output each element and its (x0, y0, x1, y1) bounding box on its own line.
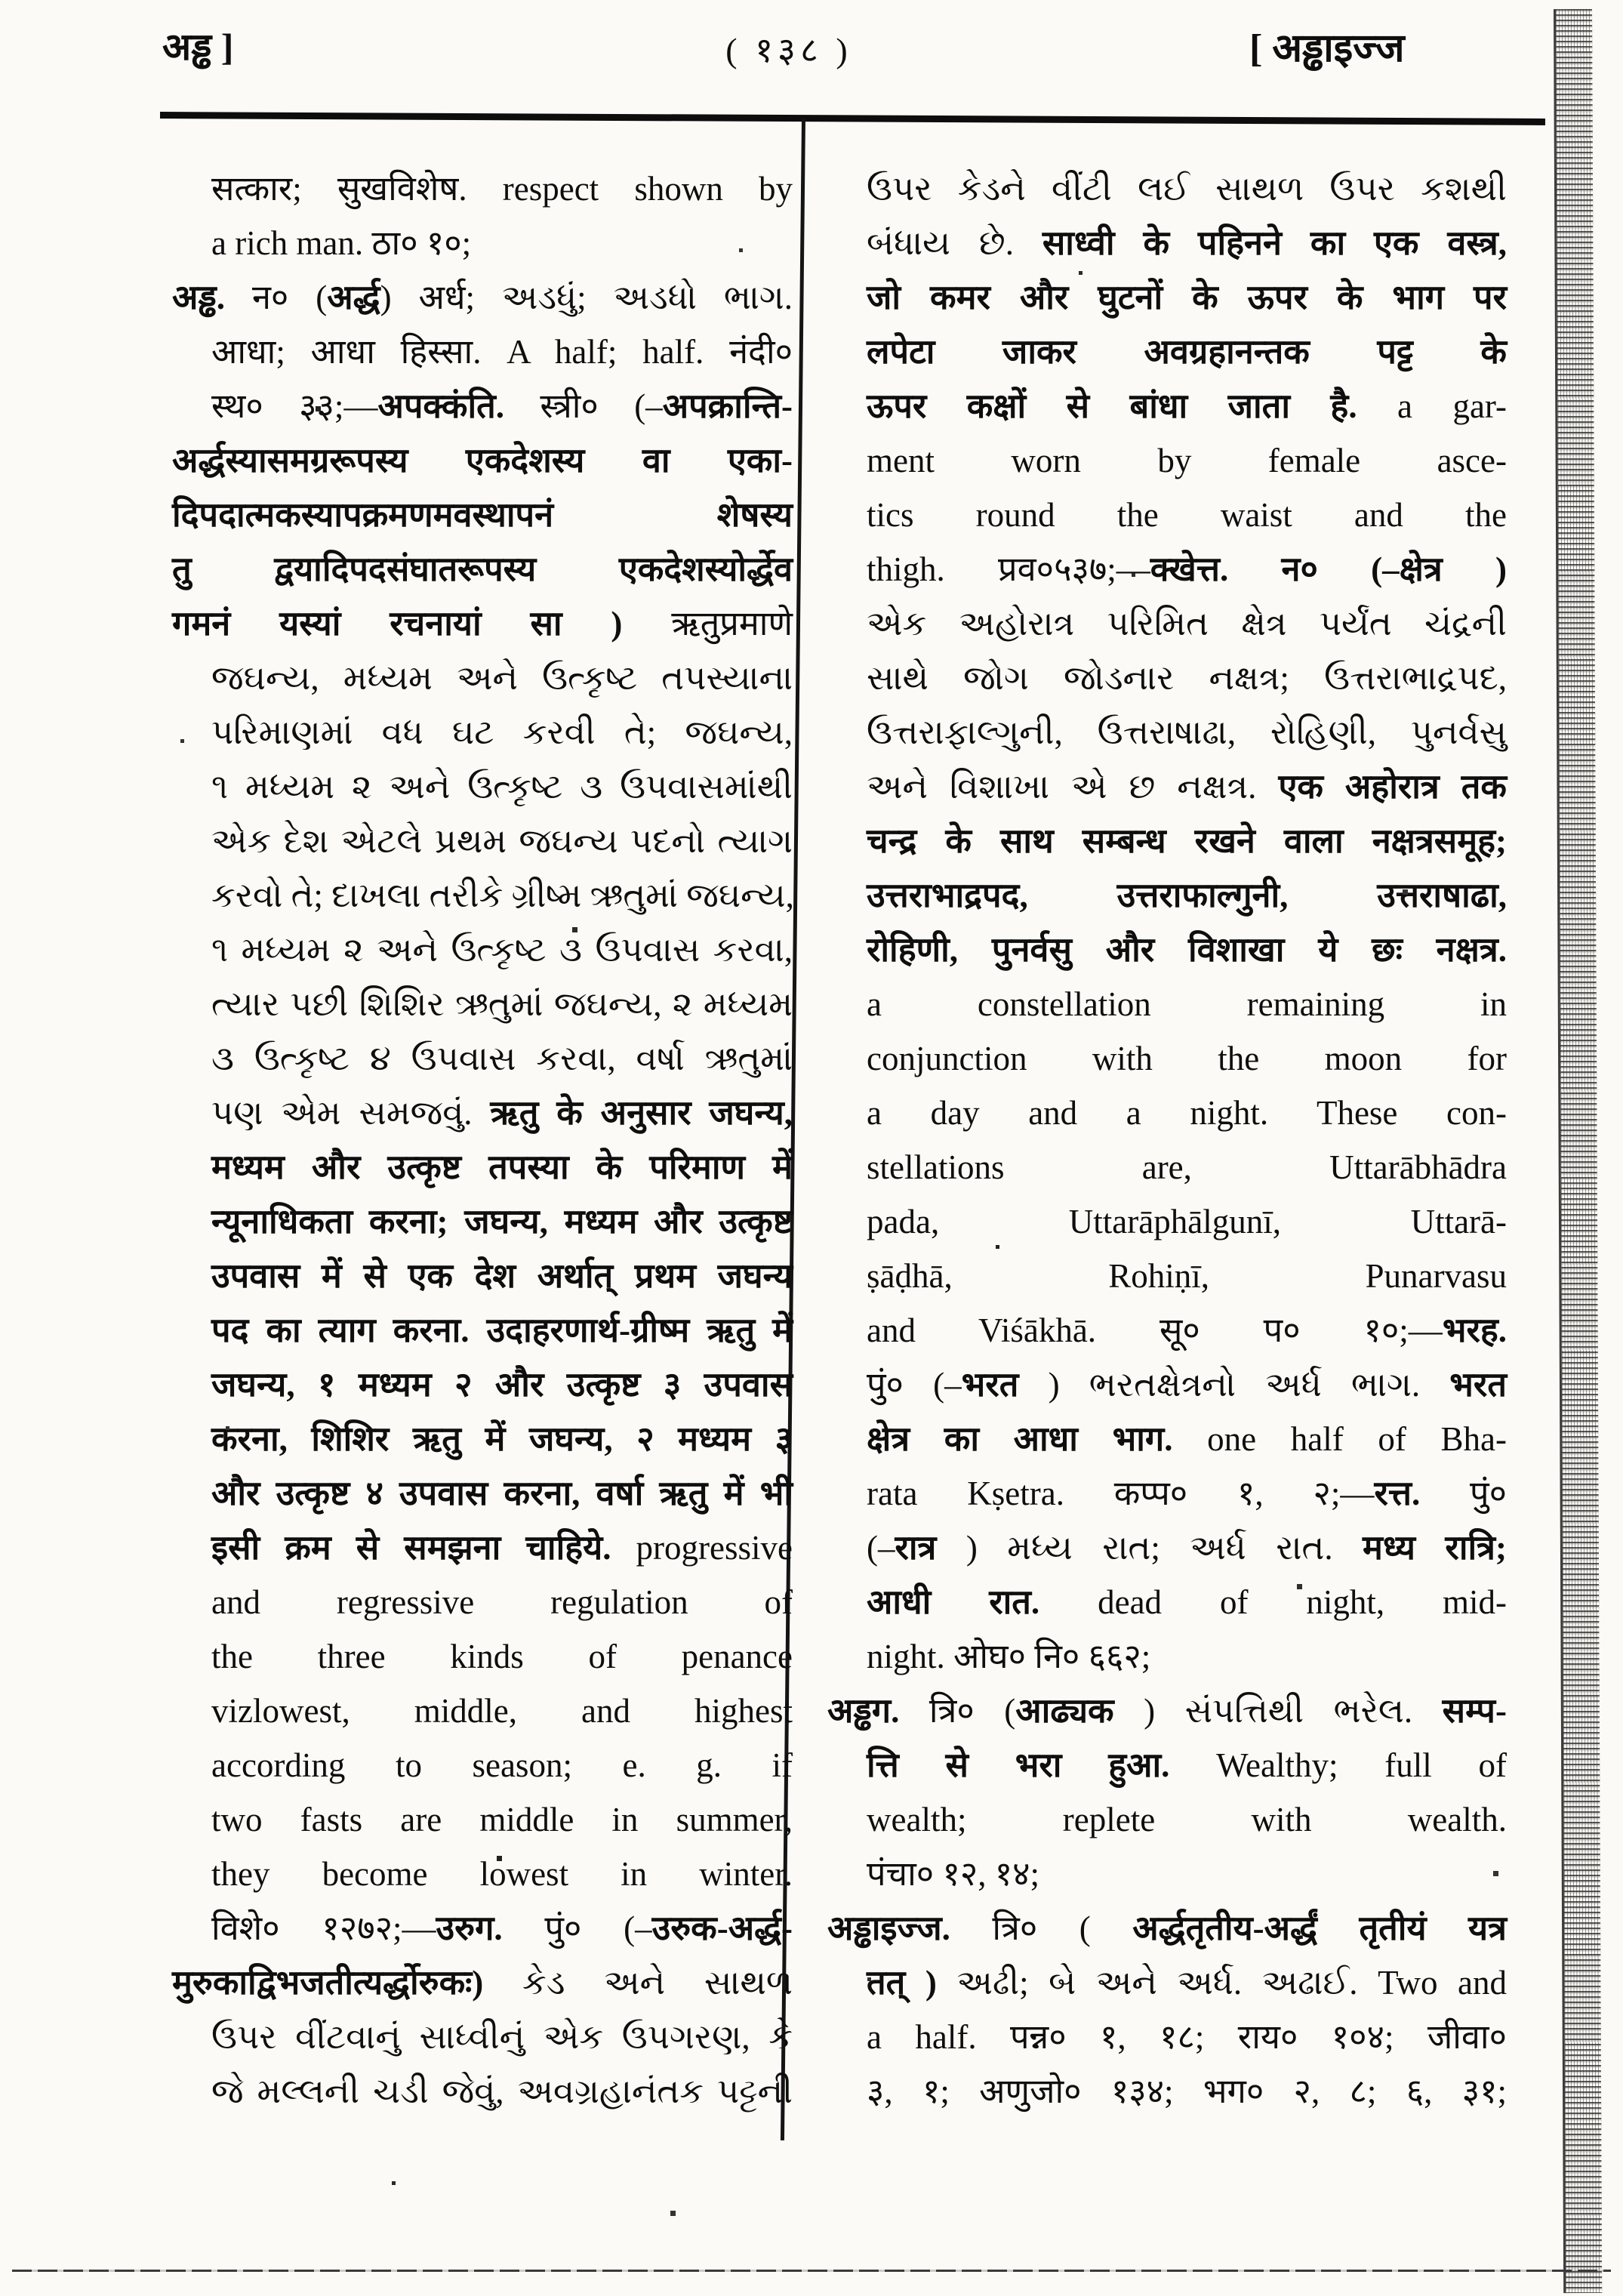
text-line (172, 1303, 793, 1358)
bold-text-segment: तु द्वयादिपदसंघातरूपस्य एकदेशस्योर्द्धेव (172, 550, 793, 588)
text-line: pada, Uttarāphālgunī, Uttarā- (867, 1203, 1507, 1240)
text-line (172, 1521, 793, 1575)
bold-text-segment: अर्द्धस्यासमग्ररूपस्य एकदेशस्य वा एका- (172, 442, 793, 479)
text-line (172, 1466, 793, 1521)
bold-text-segment: अड्ढग. (827, 1692, 900, 1730)
text-line (827, 379, 1507, 433)
text-line (827, 1955, 1507, 2010)
text-segment: ) સંપત્તિથી ભરેલ. (1113, 1692, 1443, 1730)
text-line (827, 1303, 1507, 1358)
text-line: सत्कार; सुखविशेष. respect shown by (211, 170, 793, 208)
text-line: the three kinds of penance (211, 1638, 793, 1675)
bold-text-segment: साध्वी के पहिनने का एक वस्त्र, (1042, 224, 1507, 262)
bold-text-segment: चन्द्र के साथ सम्बन्ध रखने वाला नक्षत्रसमूह; (867, 822, 1507, 860)
text-line: night. ओघ० नि० ६६२; (867, 1638, 1151, 1675)
bold-text-segment: पद का त्याग करना. उदाहरणार्थ-ग्रीष्म ऋतु में (211, 1311, 793, 1349)
text-line: એક દેશ એટલે પ્રથમ જઘન્ય પદનો ત્યાગ (211, 822, 793, 860)
text-line: ત્યાર પછી શિશિર ઋતુમાં જઘન્ય, ૨ મધ્યમ (211, 985, 793, 1023)
bold-text-segment: अर्द्धतृतीय-अर्द्धं तृतीयं यत्र (1132, 1909, 1507, 1947)
bold-text-segment: दिपदात्मकस्यापक्रमणमवस्थापनं शेषस्य (172, 496, 793, 534)
bold-text-segment: अपक्कंति. (377, 387, 505, 425)
text-line (172, 596, 793, 651)
bold-text-segment: रोहिणी, पुनर्वसु और विशाखा ये छः नक्षत्र. (867, 931, 1507, 969)
text-line: ૩ ઉત્કૃષ્ટ ૪ ઉપવાસ કરવા, વર્ષા ઋતુમાં (211, 1040, 793, 1077)
text-line (827, 1358, 1507, 1412)
bold-text-segment: ऊपर कक्षों से बांधा जाता है. (867, 387, 1398, 425)
text-line: wealth; replete with wealth. (867, 1801, 1507, 1838)
text-line (827, 1684, 1507, 1738)
text-line: ṣāḍhā, Rohiṇī, Punarvasu (867, 1257, 1507, 1295)
text-line: आधा; आधा हिस्सा. A half; half. नंदी० (211, 333, 793, 371)
bold-text-segment: उरुक-अर्द्ध- (651, 1909, 793, 1947)
text-segment: ) મધ્ય રાત; અર્ધ રાત. (936, 1529, 1363, 1567)
text-segment: विशे० १२७२;— (211, 1909, 436, 1947)
text-segment: स्त्री० (– (504, 387, 663, 425)
text-line: પરિમાણમાં વધ ઘટ કરવી તે; જઘન્ય, (211, 713, 793, 751)
text-segment: dead of night, mid- (1098, 1583, 1507, 1621)
text-line (827, 1521, 1507, 1575)
text-line: સાથે જોગ જોડનાર નક્ષત્ર; ઉત્તરાભાદ્રપદ, (867, 659, 1507, 697)
text-line (172, 1901, 793, 1955)
bold-text-segment: जो कमर और घुटनों के ऊपर के भाग पर (867, 279, 1507, 316)
bold-text-segment: करना, शिशिर ऋतु में जघन्य, २ मध्यम ३ (211, 1420, 793, 1458)
bold-text-segment: उरुग. (436, 1909, 503, 1947)
text-segment: पुं० (1420, 1475, 1508, 1512)
left-column (172, 162, 793, 2119)
text-segment: અઢી; બે અને અર્ધ. અઢાઈ. (936, 1964, 1378, 2002)
text-line (827, 1412, 1507, 1466)
text-segment: a gar- (1397, 387, 1507, 425)
bold-text-segment: उपवास में से एक देश अर्थात् प्रथम जघन्य (211, 1257, 793, 1295)
text-line (827, 760, 1507, 814)
text-line: ment worn by female asce- (867, 442, 1507, 479)
text-line: a rich man. ठा० १०; (211, 224, 472, 262)
text-line: stellations are, Uttarābhādra (867, 1148, 1507, 1186)
text-line (827, 270, 1507, 325)
text-line: conjunction with the moon for (867, 1040, 1507, 1077)
text-line (172, 1086, 793, 1140)
text-line: a day and a night. These con- (867, 1094, 1507, 1132)
bold-text-segment: इसी क्रम से समझना चाहिये. (211, 1529, 636, 1567)
text-segment: કેડ અને સાથળ (483, 1964, 793, 2002)
bold-text-segment: भरत (961, 1366, 1019, 1404)
bold-text-segment: अपक्रान्ति- (662, 387, 793, 425)
text-line (172, 488, 793, 542)
bold-text-segment: भरत (1449, 1366, 1507, 1404)
bold-text-segment: क्खेत्त. न० (–क्षेत्र ) (1150, 550, 1507, 588)
text-line (827, 216, 1507, 270)
bold-text-segment: रात्र (895, 1529, 937, 1567)
scan-speckles (0, 0, 2, 2)
bold-text-segment: मुरुकाद्विभजतीत्यर्द्धोरुकः) (172, 1964, 484, 2002)
text-line: vizlowest, middle, and highest (211, 1692, 793, 1730)
text-segment: rata Kṣetra. कप्प० १, २;— (867, 1475, 1375, 1512)
text-line (827, 1575, 1507, 1629)
text-line (172, 1955, 793, 2010)
bold-text-segment: लपेटा जाकर अवग्रहानन्तक पट्ट के (867, 333, 1507, 371)
bold-text-segment: न्यूनाधिकता करना; जघन्य, मध्यम और उत्कृष्ट (211, 1203, 793, 1240)
text-segment: त्रि० ( (899, 1692, 1016, 1730)
text-line (172, 270, 793, 325)
text-line: and regressive regulation of (211, 1583, 793, 1621)
text-line: two fasts are middle in summer, (211, 1801, 793, 1838)
bold-text-segment: अर्द्ध (327, 279, 380, 316)
text-segment: ) अर्ध; અડધું; અડધો ભાગ. (380, 279, 793, 316)
header-rule (160, 112, 1545, 125)
text-segment: पुं० (– (867, 1366, 962, 1404)
text-line: ३, १; अणुजो० १३४; भग० २, ८; ६, ३१; (867, 2073, 1507, 2110)
text-line (172, 1249, 793, 1303)
right-running-head: [ अड्ढाइज्ज (1249, 27, 1405, 70)
text-line (827, 325, 1507, 379)
bold-text-segment: क्षेत्र का आधा भाग. (867, 1420, 1208, 1458)
text-segment: स्थ० ३३;— (211, 387, 378, 425)
text-segment: progressive (636, 1529, 793, 1567)
text-line: કરવો તે; દાખલા તરીકે ગ્રીષ્મ ઋતુમાં જઘન્ય, (211, 877, 794, 914)
text-line: ઉત્તરાફાલ્ગુની, ઉત્તરાષાઢા, રોહિણી, પુનર્વસુ (867, 713, 1507, 751)
bold-text-segment: सम्प- (1442, 1692, 1507, 1730)
text-line: જે મલ્લની ચડી જેવું, અવગ્રહાનંતક પટ્ટની (211, 2073, 793, 2110)
text-segment: त्रि० ( (950, 1909, 1133, 1947)
text-line: a constellation remaining in (867, 985, 1507, 1023)
text-line (172, 1412, 793, 1466)
page-number: ( १३८ ) (725, 31, 852, 69)
scan-edge-artifact (1554, 9, 1602, 2293)
text-line (172, 1140, 793, 1194)
text-line: पंचा० १२, १४; (867, 1855, 1040, 1893)
bold-text-segment: और उत्कृष्ट ४ उपवास करना, वर्षा ऋतु में भी (211, 1475, 793, 1512)
text-segment: પણ એમ સમજવું. (211, 1094, 491, 1132)
text-line (827, 923, 1507, 977)
bold-text-segment: जघन्य, १ मध्यम २ और उत्कृष्ट ३ उपवास (211, 1366, 793, 1404)
text-line (172, 1194, 793, 1249)
bold-text-segment: आढ्यक (1015, 1692, 1114, 1730)
text-segment: ऋतुप्रमाणे (622, 605, 793, 643)
text-line (827, 1901, 1507, 1955)
bold-text-segment: अड्ढ. (172, 279, 226, 316)
text-line: ઉપર વીંટવાનું સાધ્વીનું એક ઉપગરણ, કે (211, 2018, 793, 2056)
bold-text-segment: एक अहोरात्र तक (1278, 768, 1507, 806)
text-line: a half. पन्न० १, १८; राय० १०४; जीवा० (867, 2018, 1507, 2056)
text-line (172, 1358, 793, 1412)
text-line: જઘન્ય, મધ્યમ અને ઉત્કૃષ્ટ તપસ્યાના (211, 659, 793, 697)
bold-text-segment: उत्तराभाद्रपद, उत्तराफाल्गुनी, उत्तराषाढा, (867, 877, 1507, 914)
text-line (172, 542, 793, 596)
text-line (827, 1738, 1507, 1792)
bold-text-segment: ऋतु के अनुसार जघन्य, (490, 1094, 793, 1132)
text-line: tics round the waist and the (867, 496, 1507, 534)
bold-text-segment: त्ति से भरा हुआ. (867, 1746, 1217, 1784)
right-column (827, 162, 1507, 2119)
bottom-rule (12, 2270, 1611, 2272)
text-segment: (– (867, 1529, 895, 1567)
text-segment: ) ભરતક્ષેત્રનો અર્ધ ભાગ. (1018, 1366, 1450, 1404)
text-segment: one half of Bha- (1207, 1420, 1507, 1458)
text-line (827, 868, 1507, 923)
text-segment: न० ( (225, 279, 328, 316)
text-segment: Two and (1378, 1964, 1507, 2002)
text-line (827, 1466, 1507, 1521)
bold-text-segment: मध्यम और उत्कृष्ट तपस्या के परिमाण में (211, 1148, 793, 1186)
text-line: according to season; e. g. if (211, 1746, 793, 1784)
bold-text-segment: अड्ढाइज्ज. (827, 1909, 950, 1947)
text-line: ૧ મધ્યમ ૨ અને ઉત્કૃષ્ટ ૩ ઉપવાસ કરવા, (211, 931, 793, 969)
text-segment: બંધાય છે. (867, 224, 1042, 262)
bold-text-segment: गमनं यस्यां रचनायां सा ) (172, 605, 623, 643)
bold-text-segment: आधी रात. (867, 1583, 1098, 1621)
bold-text-segment: मध्य रात्रि; (1363, 1529, 1507, 1567)
text-line (172, 433, 793, 488)
text-line: they become lowest in winter. (211, 1855, 793, 1893)
text-line: એક અહોરાત્ર પરિમિત ક્ષેત્ર પર્યંત ચંદ્રની (867, 605, 1507, 643)
bold-text-segment: भरह. (1442, 1311, 1507, 1349)
text-segment: અને વિશાખા એ છ નક્ષત્ર. (867, 768, 1279, 806)
text-segment: and Viśākhā. सू० प० १०;— (867, 1311, 1443, 1349)
text-line: ૧ મધ્યમ ૨ અને ઉત્કૃષ્ટ ૩ ઉપવાસમાંથી (211, 768, 793, 806)
text-segment: Wealthy; full of (1216, 1746, 1507, 1784)
text-segment: thigh. प्रव०५३७;— (867, 550, 1150, 588)
text-segment: पुं० (– (502, 1909, 652, 1947)
text-line (827, 814, 1507, 868)
text-line (827, 542, 1507, 596)
bold-text-segment: रत्त. (1374, 1475, 1421, 1512)
bold-text-segment: तत् ) (867, 1964, 937, 2002)
text-line (172, 379, 793, 433)
text-line: ઉપર કેડને વીંટી લઈ સાથળ ઉપર કશથી (867, 170, 1507, 208)
left-running-head: अड्ढ ] (162, 26, 234, 68)
